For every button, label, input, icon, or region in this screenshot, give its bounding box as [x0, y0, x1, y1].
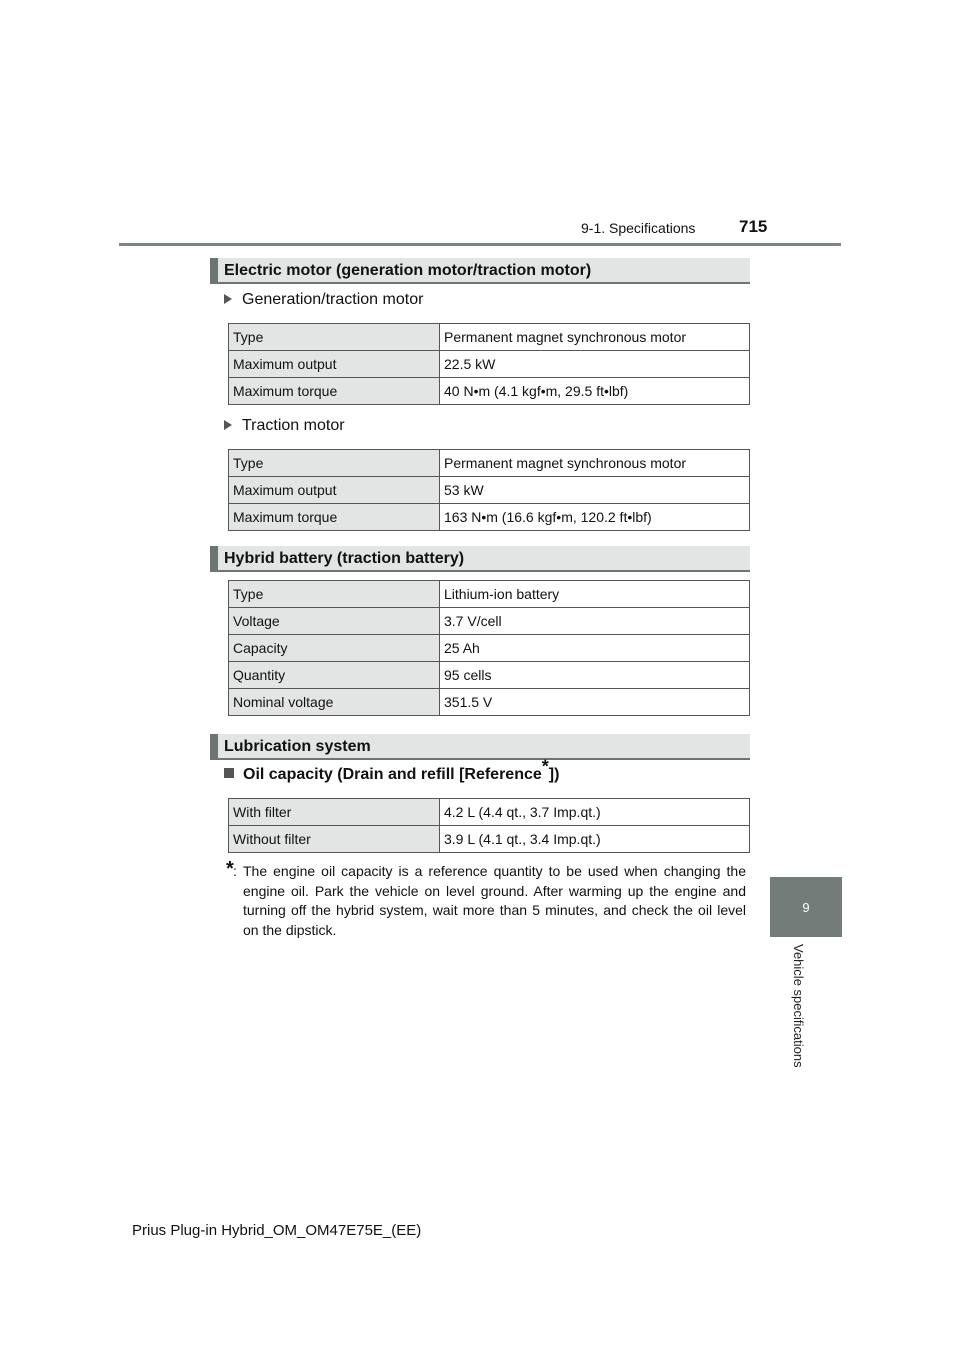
table-row	[229, 581, 750, 608]
chapter-tab[interactable]	[770, 877, 842, 937]
triangle-bullet-icon	[224, 294, 232, 304]
table-row	[229, 608, 750, 635]
spec-value: 53 kW	[440, 477, 750, 504]
section-header-hybrid-battery: Hybrid battery (traction battery)	[210, 546, 750, 572]
table-row	[229, 826, 750, 853]
manual-id-footer: Prius Plug-in Hybrid_OM_OM47E75E_(EE)	[132, 1222, 422, 1239]
spec-key: Type	[229, 581, 440, 608]
spec-key: Without filter	[229, 826, 440, 853]
spec-key: Quantity	[229, 662, 440, 689]
table-row	[229, 662, 750, 689]
spec-value: 3.9 L (4.1 qt., 3.4 Imp.qt.)	[440, 826, 750, 853]
chapter-number: 9	[802, 899, 810, 915]
spec-value: Lithium-ion battery	[440, 581, 750, 608]
table-row	[229, 477, 750, 504]
footnote-asterisk: *	[226, 858, 234, 880]
triangle-bullet-icon	[224, 420, 232, 430]
spec-value: 40 N•m (4.1 kgf•m, 29.5 ft•lbf)	[440, 378, 750, 405]
spec-key: Type	[229, 450, 440, 477]
section-header-lubrication: Lubrication system	[210, 734, 750, 760]
asterisk-marker: *	[541, 756, 549, 777]
spec-key: Voltage	[229, 608, 440, 635]
table-row	[229, 351, 750, 378]
subheading-generation-motor	[224, 291, 423, 309]
spec-key: Maximum torque	[229, 504, 440, 531]
oil-capacity-table	[228, 798, 750, 853]
spec-value: 95 cells	[440, 662, 750, 689]
chapter-side-label: Vehicle specifications	[791, 944, 806, 1068]
table-row	[229, 799, 750, 826]
spec-key: Capacity	[229, 635, 440, 662]
section-title: 9-1. Specifications	[581, 220, 696, 236]
spec-value: 351.5 V	[440, 689, 750, 716]
subheading-traction-motor	[224, 417, 345, 435]
traction-motor-table	[228, 449, 750, 531]
table-row	[229, 635, 750, 662]
subheading-text-end: ])	[548, 766, 560, 783]
footnote-colon: :	[233, 863, 237, 879]
footnote	[226, 860, 746, 940]
spec-key: Type	[229, 324, 440, 351]
spec-key: With filter	[229, 799, 440, 826]
spec-key: Maximum output	[229, 477, 440, 504]
spec-value: 25 Ah	[440, 635, 750, 662]
spec-value: 4.2 L (4.4 qt., 3.7 Imp.qt.)	[440, 799, 750, 826]
table-row	[229, 504, 750, 531]
subheading-text: Generation/traction motor	[242, 291, 424, 308]
table-row	[229, 378, 750, 405]
spec-value: 163 N•m (16.6 kgf•m, 120.2 ft•lbf)	[440, 504, 750, 531]
page-number: 715	[739, 217, 768, 236]
header-divider	[119, 243, 841, 246]
footnote-text: The engine oil capacity is a reference quantity to be used when changing the engine oil. Park the vehicle on level ground. After warming up the engine and turning off the hybrid system, wait more than 5 minutes, and check the oil level on the dipstick.	[243, 863, 746, 938]
spec-value: 3.7 V/cell	[440, 608, 750, 635]
spec-value: 22.5 kW	[440, 351, 750, 378]
section-header-electric-motor: Electric motor (generation motor/traction motor)	[210, 258, 750, 284]
hybrid-battery-table	[228, 580, 750, 716]
spec-key: Maximum torque	[229, 378, 440, 405]
subheading-text: Oil capacity (Drain and refill [Reference	[243, 766, 542, 783]
table-row	[229, 450, 750, 477]
generation-motor-table	[228, 323, 750, 405]
spec-value: Permanent magnet synchronous motor	[440, 324, 750, 351]
spec-key: Maximum output	[229, 351, 440, 378]
subheading-text: Traction motor	[242, 417, 345, 434]
spec-value: Permanent magnet synchronous motor	[440, 450, 750, 477]
subheading-oil-capacity	[224, 756, 560, 784]
spec-key: Nominal voltage	[229, 689, 440, 716]
table-row	[229, 324, 750, 351]
table-row	[229, 689, 750, 716]
square-bullet-icon	[224, 768, 234, 778]
